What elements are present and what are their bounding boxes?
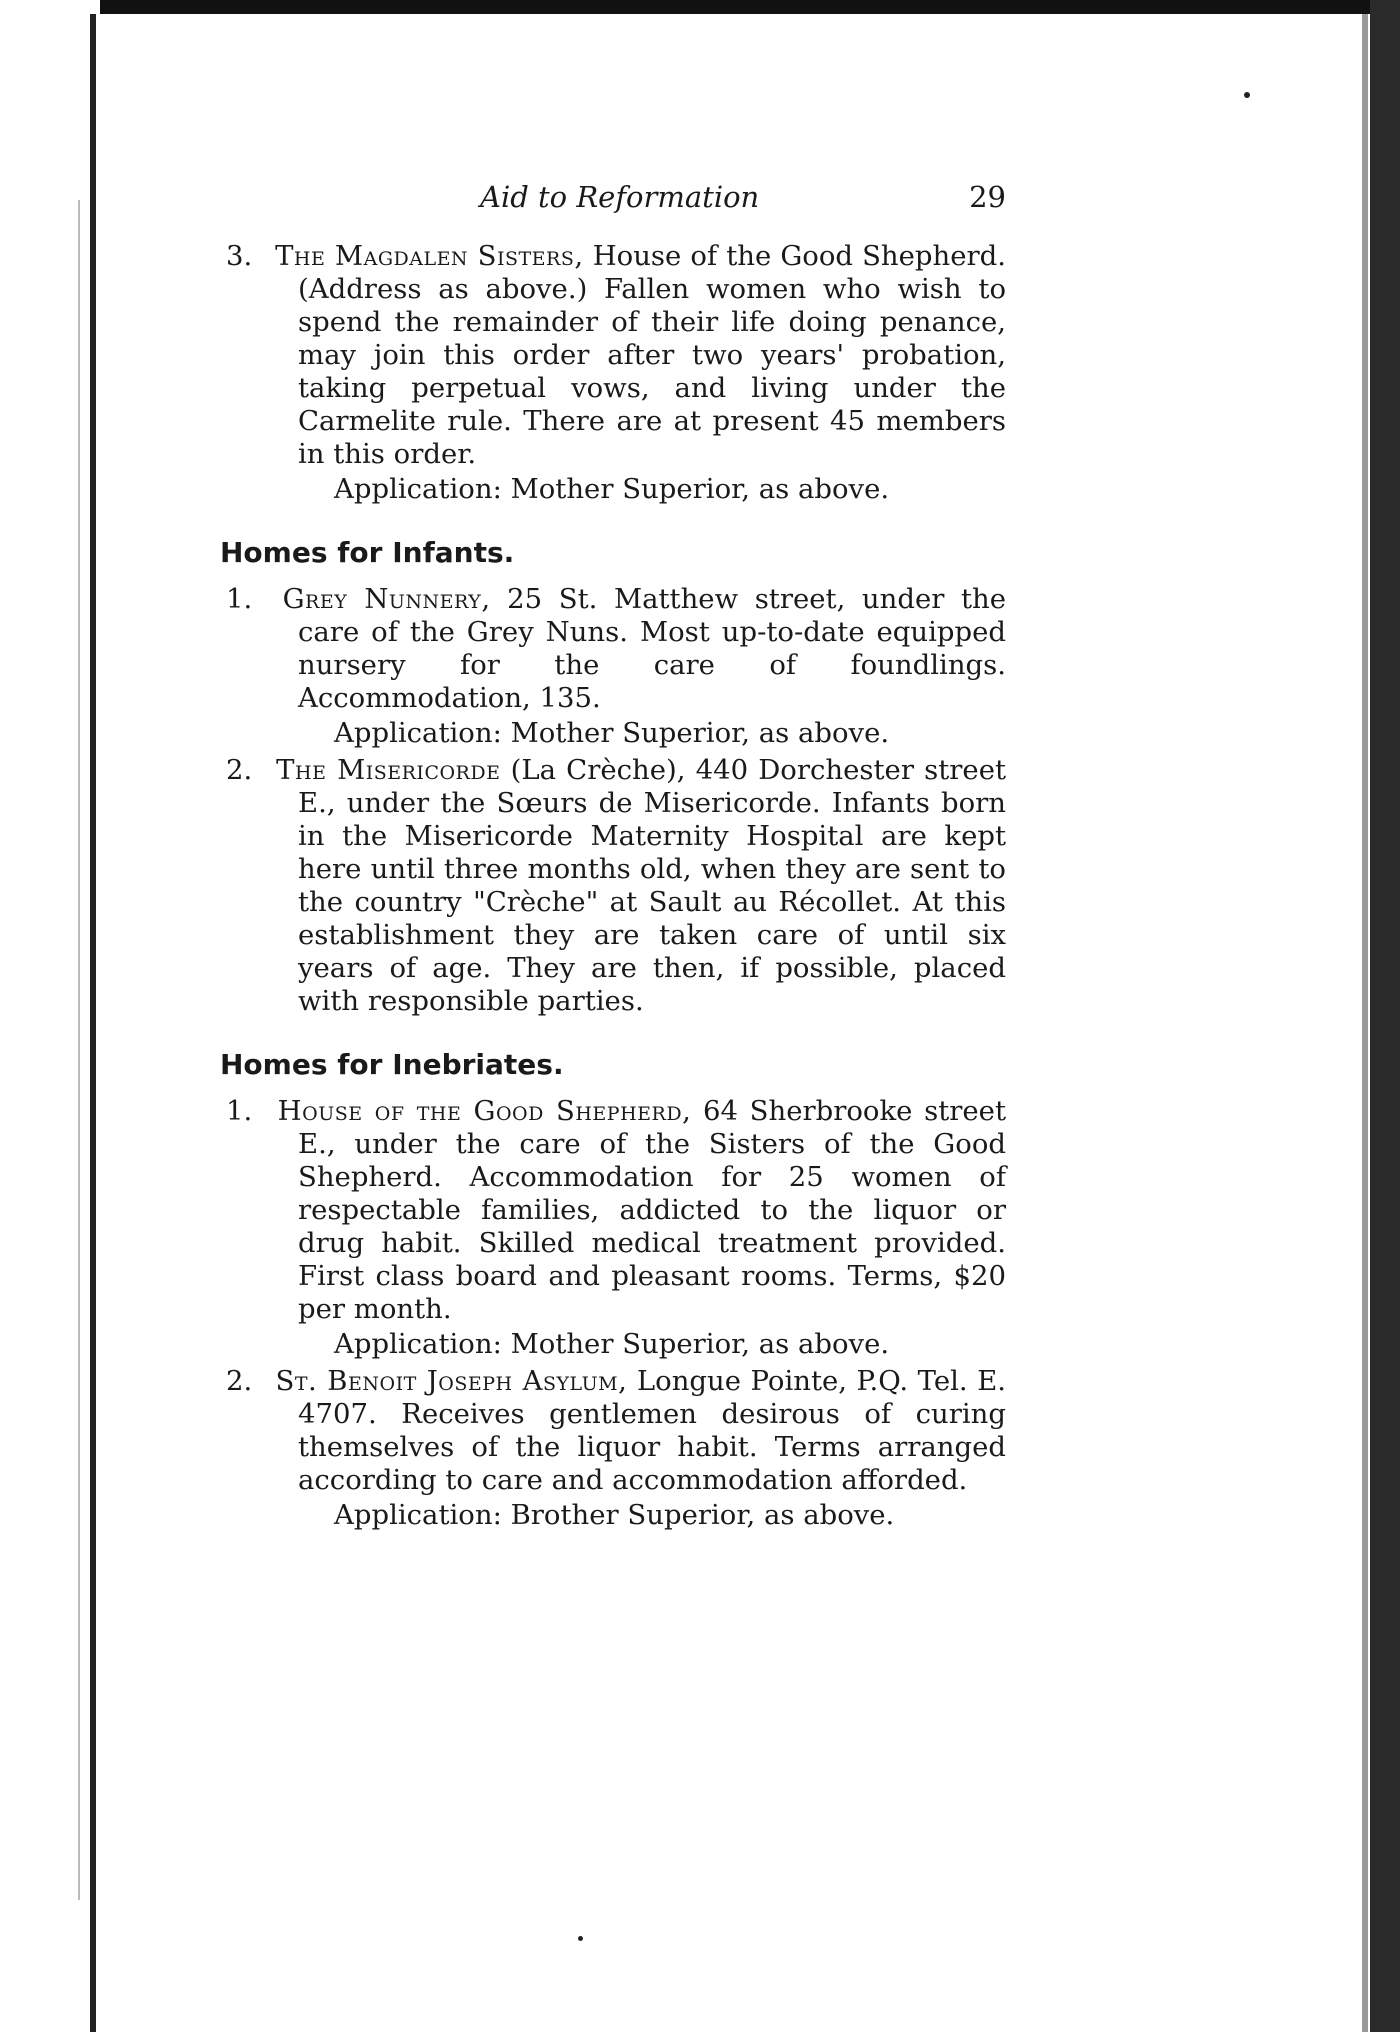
page-binding-margin <box>0 0 100 2032</box>
entry-application: Application: Mother Superior, as above. <box>334 717 890 749</box>
page-number: 29 <box>969 180 1006 214</box>
ink-speck <box>1244 92 1250 98</box>
entry-paragraph <box>226 1095 1006 1326</box>
entry-name: House of the Good Shepherd, <box>277 1095 692 1127</box>
scan-top-border <box>0 0 1400 14</box>
page-header <box>290 180 1010 220</box>
entry-misericorde <box>226 754 1006 1018</box>
entry-application: Application: Mother Superior, as above. <box>334 1328 890 1360</box>
entry-application: Application: Brother Superior, as above. <box>334 1499 895 1531</box>
entry-good-shepherd <box>226 1095 1006 1361</box>
entry-magdalen-sisters <box>226 240 1006 506</box>
entry-paragraph <box>226 754 1006 1018</box>
entry-application: Application: Mother Superior, as above. <box>334 473 890 505</box>
entry-number: 2. <box>226 754 253 786</box>
entry-paragraph <box>226 1365 1006 1497</box>
entry-st-benoit <box>226 1365 1006 1532</box>
entry-paragraph <box>226 583 1006 715</box>
section-heading-inebriates: Homes for Inebriates. <box>220 1048 564 1081</box>
entry-name: Grey Nunnery, <box>282 583 491 615</box>
entry-name: The Misericorde <box>276 754 501 786</box>
entry-name: St. Benoit Joseph Asylum, <box>275 1365 628 1397</box>
entry-grey-nunnery <box>226 583 1006 750</box>
entry-number: 2. <box>226 1365 253 1397</box>
entry-name: The Magdalen Sisters, <box>275 240 584 272</box>
section-heading-infants: Homes for Infants. <box>220 536 515 569</box>
entry-text: 25 St. Matthew street, under the care of the Grey Nuns. Most up-to-date equipped nursery for the care of foundlings. Accommodation, 135. <box>298 583 1006 714</box>
entry-text: 64 Sherbrooke street E., under the care of the Sisters of the Good Shepherd. Accommodation for 25 women of respectable families, addicted to the liquor or drug habit. Skilled medical treatment provided. First class board and pleasant rooms. Terms, $20 per month. <box>298 1095 1006 1325</box>
entry-text: House of the Good Shepherd. (Address as above.) Fallen women who wish to spend the remainder of their life doing penance, may join this order after two years' probation, taking perpetual vows, and living under the Carmelite rule. There are at present 45 members in this order. <box>298 240 1006 470</box>
page-edge-right <box>1370 0 1400 2032</box>
entry-number: 3. <box>226 240 253 272</box>
page-body <box>220 240 1007 1536</box>
binding-edge-line <box>90 14 96 2032</box>
entry-number: 1. <box>226 1095 253 1127</box>
ink-speck <box>578 1936 583 1941</box>
running-title: Aid to Reformation <box>480 180 760 214</box>
page-edge-inner <box>1362 14 1368 2032</box>
entry-paragraph <box>226 240 1006 471</box>
entry-number: 1. <box>226 583 253 615</box>
binding-shadow-line <box>78 200 80 1900</box>
entry-text: (La Crèche), 440 Dorchester street E., under the Sœurs de Misericorde. Infants born in the Misericorde Maternity Hospital are kept here until three months old, when they are sent to the country "Crèche" at Sault au Récollet. At this establishment they are taken care of until six years of age. They are then, if possible, placed with responsible parties. <box>298 754 1007 1017</box>
entry-text: Longue Pointe, P.Q. Tel. E. 4707. Receives gentlemen desirous of curing themselves of the liquor habit. Terms arranged according to care and accommodation afforded. <box>298 1365 1007 1496</box>
